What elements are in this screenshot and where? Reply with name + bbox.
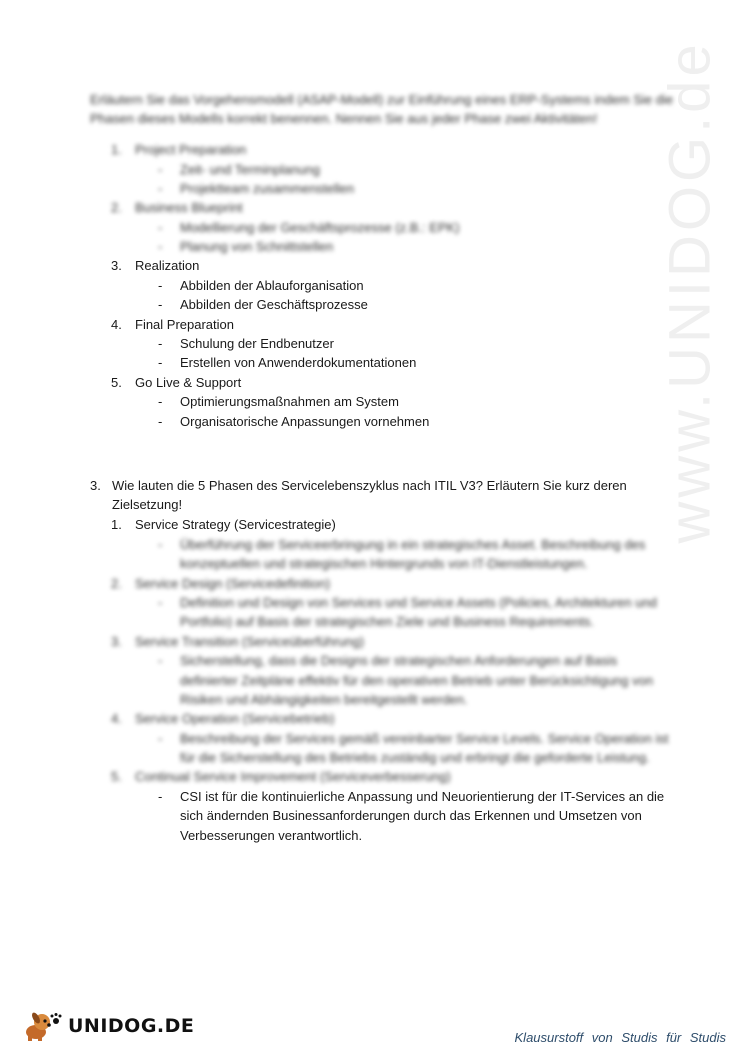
phase-number: 3.	[111, 258, 122, 273]
phase-activity: Projektteam zusammenstellen	[180, 181, 355, 196]
list-dash: -	[158, 239, 163, 254]
itil-phase-desc: Definition und Design von Services und Service Assets (Policies, Architekturen und	[180, 595, 657, 610]
phase-title: Final Preparation	[135, 317, 234, 332]
logo-text: UNIDOG.DE	[68, 1015, 195, 1037]
phase-activity: Organisatorische Anpassungen vornehmen	[180, 414, 430, 429]
itil-phase-title: Service Design (Servicedefinition)	[135, 576, 331, 591]
phase-number: 5.	[111, 375, 122, 390]
list-dash: -	[158, 537, 163, 552]
list-dash: -	[158, 595, 163, 610]
phase-activity: Abbilden der Geschäftsprozesse	[180, 297, 368, 312]
paw-icon	[48, 1011, 64, 1027]
itil-phase-desc: für die Sicherstellung des Betriebs zuständig und erbringt die geforderte Leistung.	[180, 750, 650, 765]
phase-number: 4.	[111, 317, 122, 332]
itil-phase-title: Service Strategy (Servicestrategie)	[135, 517, 336, 532]
phase-number: 1.	[111, 142, 122, 157]
phase-activity: Zeit- und Terminplanung	[180, 162, 320, 177]
list-dash: -	[158, 336, 163, 351]
phase-activity: Erstellen von Anwenderdokumentationen	[180, 355, 417, 370]
list-dash: -	[158, 355, 163, 370]
phase-activity: Abbilden der Ablauforganisation	[180, 278, 364, 293]
itil-phase-number: 1.	[111, 517, 122, 532]
unidog-logo[interactable]	[22, 1010, 194, 1042]
list-dash: -	[158, 731, 163, 746]
phase-activity: Schulung der Endbenutzer	[180, 336, 334, 351]
itil-phase-desc: sich ändernden Businessanforderungen durch das Erkennen und Umsetzen von	[180, 808, 642, 823]
phase-title: Go Live & Support	[135, 375, 242, 390]
itil-phase-desc: Beschreibung der Services gemäß vereinbarter Service Levels. Service Operation ist	[180, 731, 669, 746]
itil-phase-title: Service Operation (Servicebetrieb)	[135, 711, 335, 726]
footer-tagline: Klausurstoff von Studis für Studis	[514, 1030, 726, 1045]
list-dash: -	[158, 789, 163, 804]
phase-activity: Planung von Schnittstellen	[180, 239, 334, 254]
phase-title: Business Blueprint	[135, 200, 243, 215]
phase-number: 2.	[111, 200, 122, 215]
list-dash: -	[158, 297, 163, 312]
watermark: www.UNIDOG.de	[657, 40, 723, 544]
list-dash: -	[158, 162, 163, 177]
phase-activity: Modellierung der Geschäftsprozesse (z.B.: EPK)	[180, 220, 460, 235]
itil-phase-number: 5.	[111, 769, 122, 784]
itil-phase-desc: Portfolio) auf Basis der strategischen Ziele und Business Requirements.	[180, 614, 595, 629]
question-number: 3.	[90, 478, 101, 493]
list-dash: -	[158, 414, 163, 429]
itil-phase-title: Service Transition (Serviceüberführung)	[135, 634, 365, 649]
itil-phase-number: 2.	[111, 576, 122, 591]
list-dash: -	[158, 394, 163, 409]
list-dash: -	[158, 220, 163, 235]
phase-title: Realization	[135, 258, 200, 273]
phase-activity: Optimierungsmaßnahmen am System	[180, 394, 399, 409]
itil-phase-title: Continual Service Improvement (Serviceverbesserung)	[135, 769, 451, 784]
itil-phase-desc: CSI ist für die kontinuierliche Anpassung und Neuorientierung der IT-Services an die	[180, 789, 665, 804]
itil-phase-desc: Risiken und Abhängigkeiten bereitgestellt werden.	[180, 692, 468, 707]
itil-phase-number: 4.	[111, 711, 122, 726]
intro-line-1: Erläutern Sie das Vorgehensmodell (ASAP-Modell) zur Einführung eines ERP-Systems indem Sie die	[90, 92, 674, 107]
question-text: Wie lauten die 5 Phasen des Servicelebenszyklus nach ITIL V3? Erläutern Sie kurz deren	[112, 478, 627, 493]
itil-phase-desc: konzeptuellen und strategischen Hintergrunds von IT-Dienstleistungen.	[180, 556, 588, 571]
itil-phase-desc: Verbesserungen verantwortlich.	[180, 828, 363, 843]
itil-phase-number: 3.	[111, 634, 122, 649]
question-text: Zielsetzung!	[112, 497, 183, 512]
list-dash: -	[158, 653, 163, 668]
itil-phase-desc: Überführung der Serviceerbringung in ein strategisches Asset. Beschreibung des	[180, 537, 646, 552]
phase-title: Project Preparation	[135, 142, 247, 157]
itil-phase-desc: definierter Zeitpläne effektiv für den operativen Betrieb unter Berücksichtigung von	[180, 673, 654, 688]
list-dash: -	[158, 278, 163, 293]
itil-phase-desc: Sicherstellung, dass die Designs der strategischen Anforderungen auf Basis	[180, 653, 618, 668]
intro-line-2: Phasen dieses Modells korrekt benennen. Nennen Sie aus jeder Phase zwei Aktivitäten!	[90, 111, 598, 126]
list-dash: -	[158, 181, 163, 196]
